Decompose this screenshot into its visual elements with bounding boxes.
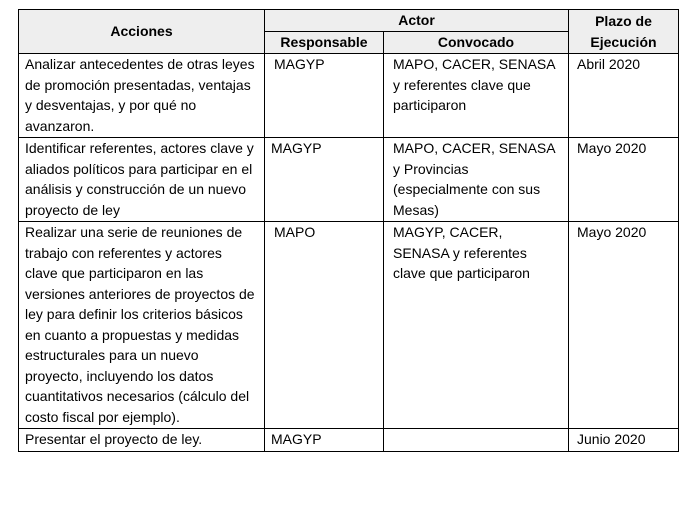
- cell-responsable: MAPO: [265, 222, 384, 429]
- cell-plazo: Mayo 2020: [569, 222, 679, 429]
- cell-responsable: MAGYP: [265, 138, 384, 222]
- cell-accion: Realizar una serie de reuniones de trabajo con referentes y actores clave que participaron en las versiones anteriores de proyectos de ley para definir los criterios básicos en cuanto a propuestas y medidas estructurales para un nuevo proyecto, incluyendo los datos cuantitativos necesarios (cálculo del costo fiscal por ejemplo).: [19, 222, 265, 429]
- action-plan-table: [18, 9, 679, 452]
- table-row: [19, 138, 679, 222]
- table-header: [19, 10, 679, 54]
- cell-convocado: MAPO, CACER, SENASA y referentes clave que participaron: [384, 54, 569, 138]
- cell-responsable: MAGYP: [265, 54, 384, 138]
- header-plazo: Plazo de Ejecución: [569, 10, 679, 54]
- cell-convocado: MAPO, CACER, SENASA y Provincias (especialmente con sus Mesas): [384, 138, 569, 222]
- table-row: [19, 222, 679, 429]
- cell-responsable: MAGYP: [265, 429, 384, 452]
- cell-convocado: [384, 429, 569, 452]
- cell-plazo: Mayo 2020: [569, 138, 679, 222]
- header-acciones: Acciones: [19, 10, 265, 54]
- cell-plazo: Abril 2020: [569, 54, 679, 138]
- cell-convocado: MAGYP, CACER, SENASA y referentes clave que participaron: [384, 222, 569, 429]
- header-convocado: Convocado: [384, 32, 569, 54]
- cell-accion: Presentar el proyecto de ley.: [19, 429, 265, 452]
- cell-accion: Identificar referentes, actores clave y aliados políticos para participar en el análisis y construcción de un nuevo proyecto de ley: [19, 138, 265, 222]
- table-row: [19, 54, 679, 138]
- cell-plazo: Junio 2020: [569, 429, 679, 452]
- table-row: [19, 429, 679, 452]
- header-actor: Actor: [265, 10, 569, 32]
- cell-accion: Analizar antecedentes de otras leyes de promoción presentadas, ventajas y desventajas, y por qué no avanzaron.: [19, 54, 265, 138]
- header-responsable: Responsable: [265, 32, 384, 54]
